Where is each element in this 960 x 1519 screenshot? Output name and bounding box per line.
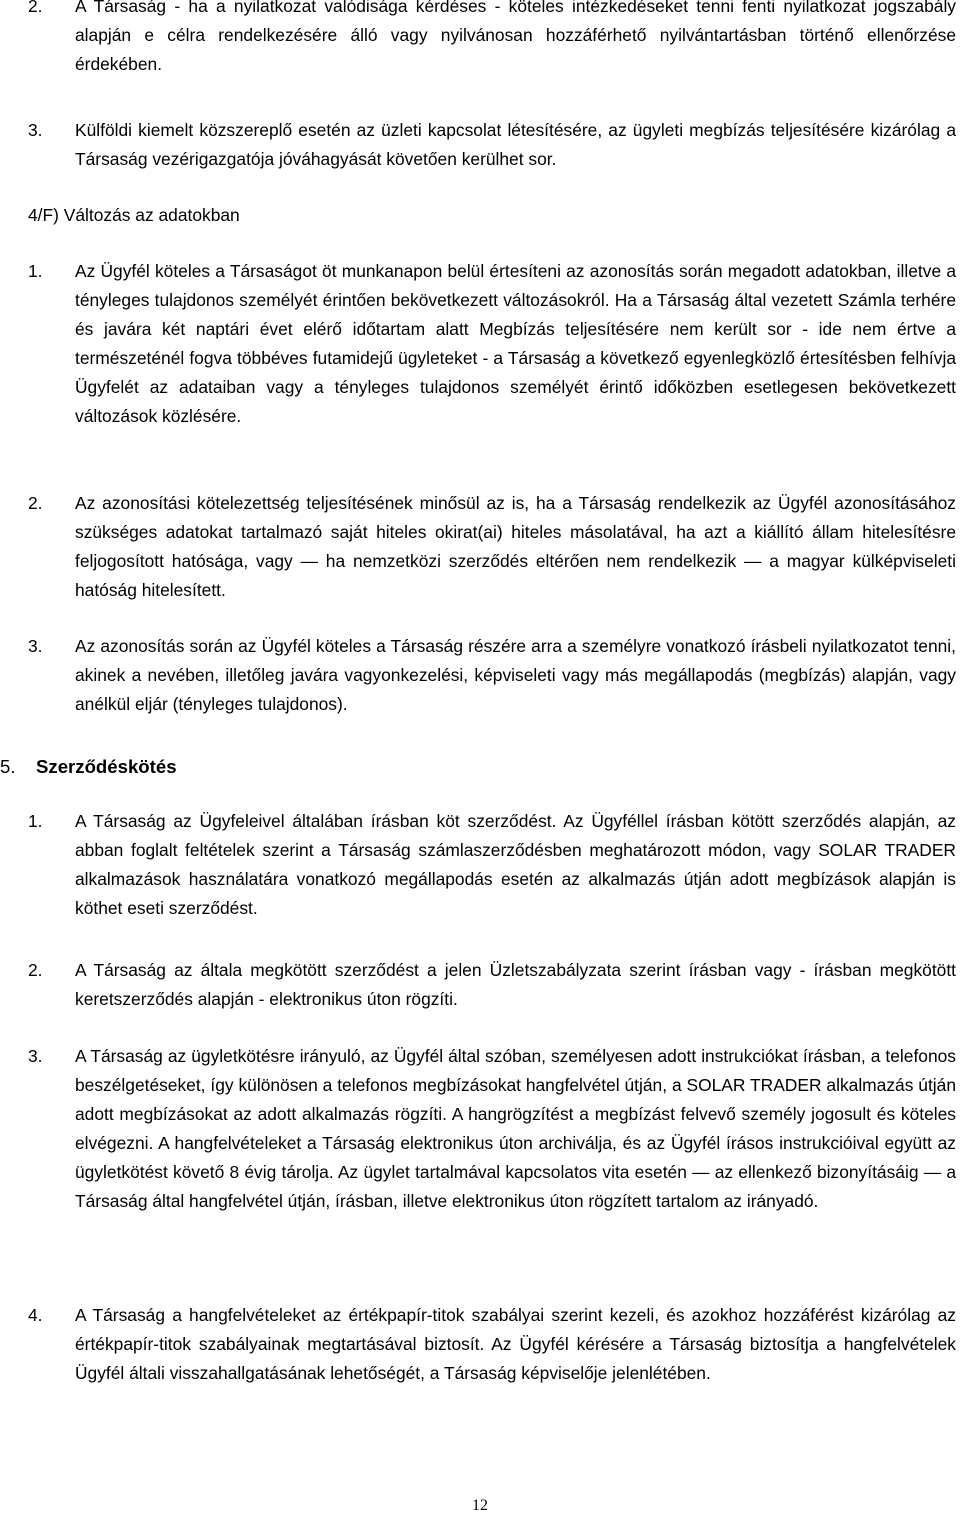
list-item — [28, 632, 956, 719]
section-title: Szerződéskötés — [36, 756, 177, 777]
list-item — [28, 116, 956, 174]
item-text: A Társaság az általa megkötött szerződést a jelen Üzletszabályzata szerint írásban vagy - írásban megkötött keretszerződés alapján - elektronikus úton rögzíti. — [75, 960, 956, 1009]
list-item — [28, 1042, 956, 1215]
list-item — [28, 807, 956, 923]
item-number: 3. — [28, 636, 43, 656]
item-number: 2. — [28, 493, 43, 513]
item-text: A Társaság - ha a nyilatkozat valódisága kérdéses - köteles intézkedéseket tenni fenti nyilatkozat jogszabály alapján e célra rendelkezésére álló vagy nyilvánosan hozzáférhető nyilvántartásban történő ellenőrzése érdekében. — [75, 0, 956, 74]
list-item — [28, 257, 956, 430]
list-item — [28, 956, 956, 1014]
item-text: Az Ügyfél köteles a Társaságot öt munkanapon belül értesíteni az azonosítás során megadott adatokban, illetve a tényleges tulajdonos személyét érintően bekövetkezett változásokról. Ha a Társaság által vezetett Számla terhére és javára két naptári évet elérő időtartam alatt Megbízás teljesítésére nem került sor - ide nem értve a természeténél fogva többéves futamidejű ügyleteket - a Társaság a következő egyenlegközlő értesítésben felhívja Ügyfelét az adataiban vagy a tényleges tulajdonos személyét érintő időközben esetlegesen bekövetkezett változások közlésére. — [75, 261, 956, 426]
item-text: Az azonosítás során az Ügyfél köteles a Társaság részére arra a személyre vonatkozó írásbeli nyilatkozatot tenni, akinek a nevében, illetőleg javára vagyonkezelési, képviseleti vagy más megállapodás (megbízás) alapján, vagy anélkül eljár (tényleges tulajdonos). — [75, 636, 956, 714]
section-number: 5. — [0, 756, 16, 777]
item-number: 1. — [28, 811, 43, 831]
item-number: 3. — [28, 1046, 43, 1066]
item-text: Külföldi kiemelt közszereplő esetén az üzleti kapcsolat létesítésére, az ügyleti megbízás teljesítésére kizárólag a Társaság vezérigazgatója jóváhagyását követően kerülhet sor. — [75, 120, 956, 169]
subsection-heading: 4/F) Változás az adatokban — [28, 205, 240, 225]
item-number: 1. — [28, 261, 43, 281]
item-number: 4. — [28, 1305, 43, 1325]
item-text: A Társaság az ügyletkötésre irányuló, az Ügyfél által szóban, személyesen adott instrukciókat írásban, a telefonos beszélgetéseket, így különösen a telefonos megbízásokat hangfelvétel útján, a SOLAR TRADER alkalmazás útján adott megbízásokat az adott alkalmazás rögzíti. A hangrögzítést a megbízást felvevő személy jogosult és köteles elvégezni. A hangfelvételeket a Társaság elektronikus úton archiválja, és az Ügyfél írásos instrukcióival együtt az ügyletkötést követő 8 évig tárolja. Az ügylet tartalmával kapcsolatos vita esetén — az ellenkező bizonyításáig — a Társaság által hangfelvétel útján, írásban, illetve elektronikus úton rögzített tartalom az irányadó. — [75, 1046, 956, 1211]
item-text: A Társaság a hangfelvételeket az értékpapír-titok szabályai szerint kezeli, és azokhoz hozzáférést kizárólag az értékpapír-titok szabályainak megtartásával biztosít. Az Ügyfél kérésére a Társaság biztosítja a hangfelvételek Ügyfél általi visszahallgatásának lehetőségét, a Társaság képviselője jelenlétében. — [75, 1305, 956, 1383]
list-item — [28, 489, 956, 605]
item-text: Az azonosítási kötelezettség teljesítésének minősül az is, ha a Társaság rendelkezik az Ügyfél azonosításához szükséges adatokat tartalmazó saját hiteles okirat(ai) hiteles másolatával, ha azt a kiállító állam hitelesítésre feljogosított hatósága, vagy — ha nemzetközi szerződés eltérően nem rendelkezik — a magyar külképviseleti hatóság hitelesített. — [75, 493, 956, 600]
item-number: 2. — [28, 0, 43, 16]
item-number: 2. — [28, 960, 43, 980]
item-text: A Társaság az Ügyfeleivel általában írásban köt szerződést. Az Ügyféllel írásban kötött szerződés alapján, az abban foglalt feltételek szerint a Társaság számlaszerződésben meghatározott módon, vagy SOLAR TRADER alkalmazások használatára vonatkozó megállapodás esetén az alkalmazás útján adott megbízások alapján is köthet eseti szerződést. — [75, 811, 956, 918]
page-number: 12 — [472, 1497, 488, 1514]
list-item — [28, 1301, 956, 1388]
item-number: 3. — [28, 120, 43, 140]
list-item — [28, 0, 956, 79]
